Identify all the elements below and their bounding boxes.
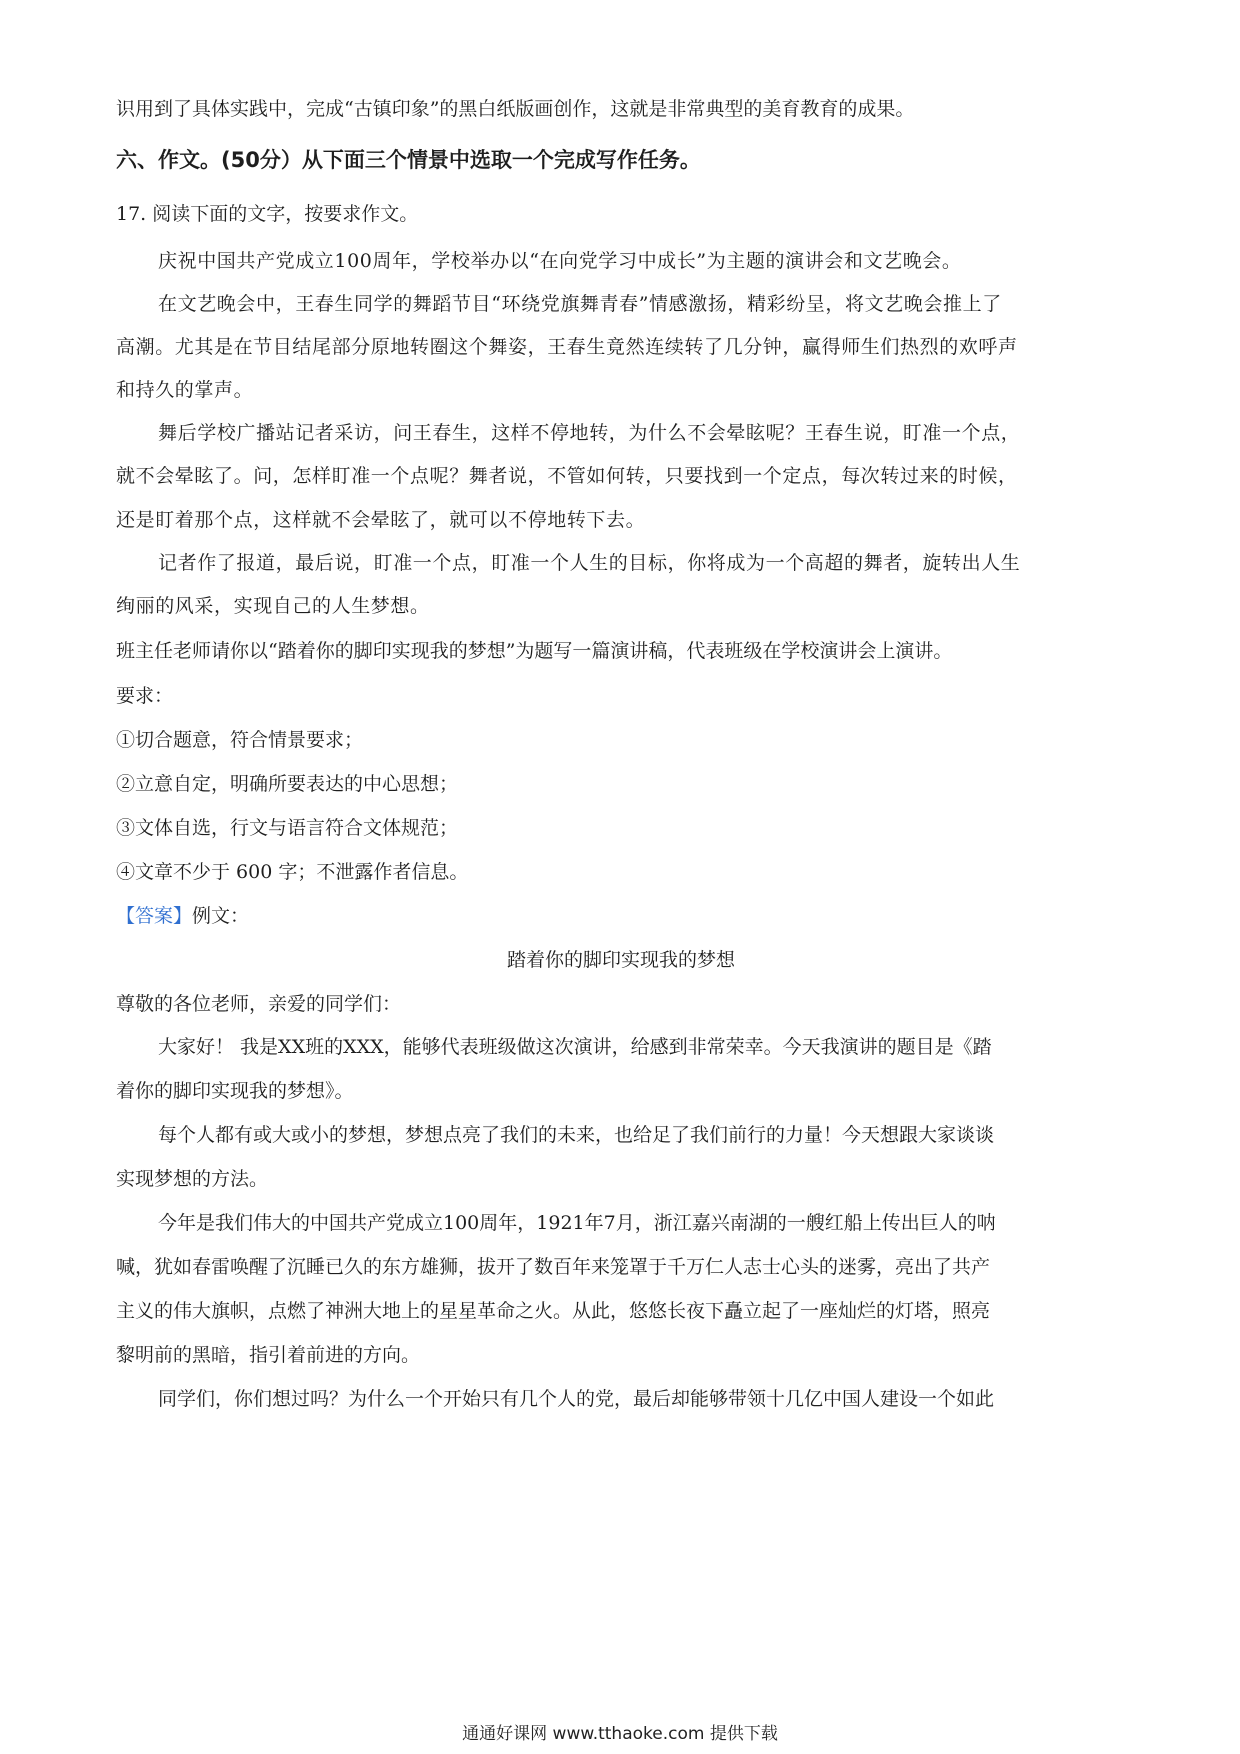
- essay-line: 实现梦想的方法。: [116, 1168, 269, 1190]
- requirement-item: ②立意自定，明确所要表达的中心思想；: [116, 773, 459, 795]
- page-footer[interactable]: 通通好课网 www.tthaoke.com 提供下载: [462, 1724, 778, 1744]
- essay-title: 踏着你的脚印实现我的梦想: [506, 949, 735, 971]
- material-paragraph-3: 舞后学校广播站记者采访，问王春生，这样不停地转，为什么不会晕眩呢？王春生说，盯准一个点，: [158, 422, 1021, 444]
- essay-greeting: 尊敬的各位老师，亲爱的同学们：: [116, 993, 402, 1015]
- essay-paragraph-1: 大家好！ 我是XX班的XXX，能够代表班级做这次演讲，给感到非常荣幸。今天我演讲的题目是《踏: [158, 1036, 992, 1058]
- requirements-label: 要求：: [116, 685, 174, 707]
- material-paragraph-4: 记者作了报道，最后说，盯准一个点，盯准一个人生的目标，你将成为一个高超的舞者，旋转出人生: [158, 552, 1021, 574]
- material-line: 和持久的掌声。: [116, 379, 254, 401]
- answer-line: [116, 901, 1126, 931]
- task-line: 班主任老师请你以“踏着你的脚印实现我的梦想”为题写一篇演讲稿，代表班级在学校演讲会上演讲。: [116, 640, 953, 662]
- essay-paragraph-3: 今年是我们伟大的中国共产党成立100周年，1921年7月，浙江嘉兴南湖的一艘红船上传出巨人的呐: [158, 1212, 996, 1234]
- section-heading: 六、作文。(50分）从下面三个情景中选取一个完成写作任务。: [116, 148, 701, 172]
- requirement-item: ④文章不少于 600 字；不泄露作者信息。: [116, 861, 469, 883]
- essay-line: 主义的伟大旗帜，点燃了神洲大地上的星星革命之火。从此，悠悠长夜下矗立起了一座灿烂的灯塔，照亮: [116, 1300, 991, 1322]
- answer-label: 例文：: [192, 905, 250, 927]
- essay-paragraph-2: 每个人都有或大或小的梦想，梦想点亮了我们的未来，也给足了我们前行的力量！今天想跟大家谈谈: [158, 1124, 995, 1146]
- intro-line: 识用到了具体实践中，完成“古镇印象”的黑白纸版画创作，这就是非常典型的美育教育的成果。: [116, 98, 915, 120]
- essay-line: 着你的脚印实现我的梦想》。: [116, 1080, 354, 1102]
- material-line: 高潮。尤其是在节目结尾部分原地转圈这个舞姿，王春生竟然连续转了几分钟，赢得师生们热烈的欢呼声: [116, 336, 1018, 358]
- answer-tag: 【答案】: [116, 905, 193, 927]
- requirement-item: ③文体自选，行文与语言符合文体规范；: [116, 817, 459, 839]
- material-paragraph-2: 在文艺晚会中，王春生同学的舞蹈节目“环绕党旗舞青春”情感激扬，精彩纷呈，将文艺晚会推上了: [158, 293, 1002, 315]
- material-line: 就不会晕眩了。问，怎样盯准一个点呢？舞者说，不管如何转，只要找到一个定点，每次转过来的时候，: [116, 465, 1018, 487]
- material-line: 绚丽的风采，实现自己的人生梦想。: [116, 595, 430, 617]
- essay-paragraph-4: 同学们，你们想过吗？为什么一个开始只有几个人的党，最后却能够带领十几亿中国人建设一个如此: [158, 1388, 995, 1410]
- essay-line: 黎明前的黑暗，指引着前进的方向。: [116, 1344, 421, 1366]
- question-line: 17. 阅读下面的文字，按要求作文。: [116, 203, 419, 225]
- requirement-item: ①切合题意，符合情景要求；: [116, 729, 364, 751]
- material-line: 还是盯着那个点，这样就不会晕眩了，就可以不停地转下去。: [116, 509, 646, 531]
- essay-line: 喊，犹如春雷唤醒了沉睡已久的东方雄狮，拔开了数百年来笼罩于千万仁人志士心头的迷雾，亮出了共产: [116, 1256, 991, 1278]
- material-paragraph-1: 庆祝中国共产党成立100周年，学校举办以“在向党学习中成长”为主题的演讲会和文艺晚会。: [158, 250, 962, 272]
